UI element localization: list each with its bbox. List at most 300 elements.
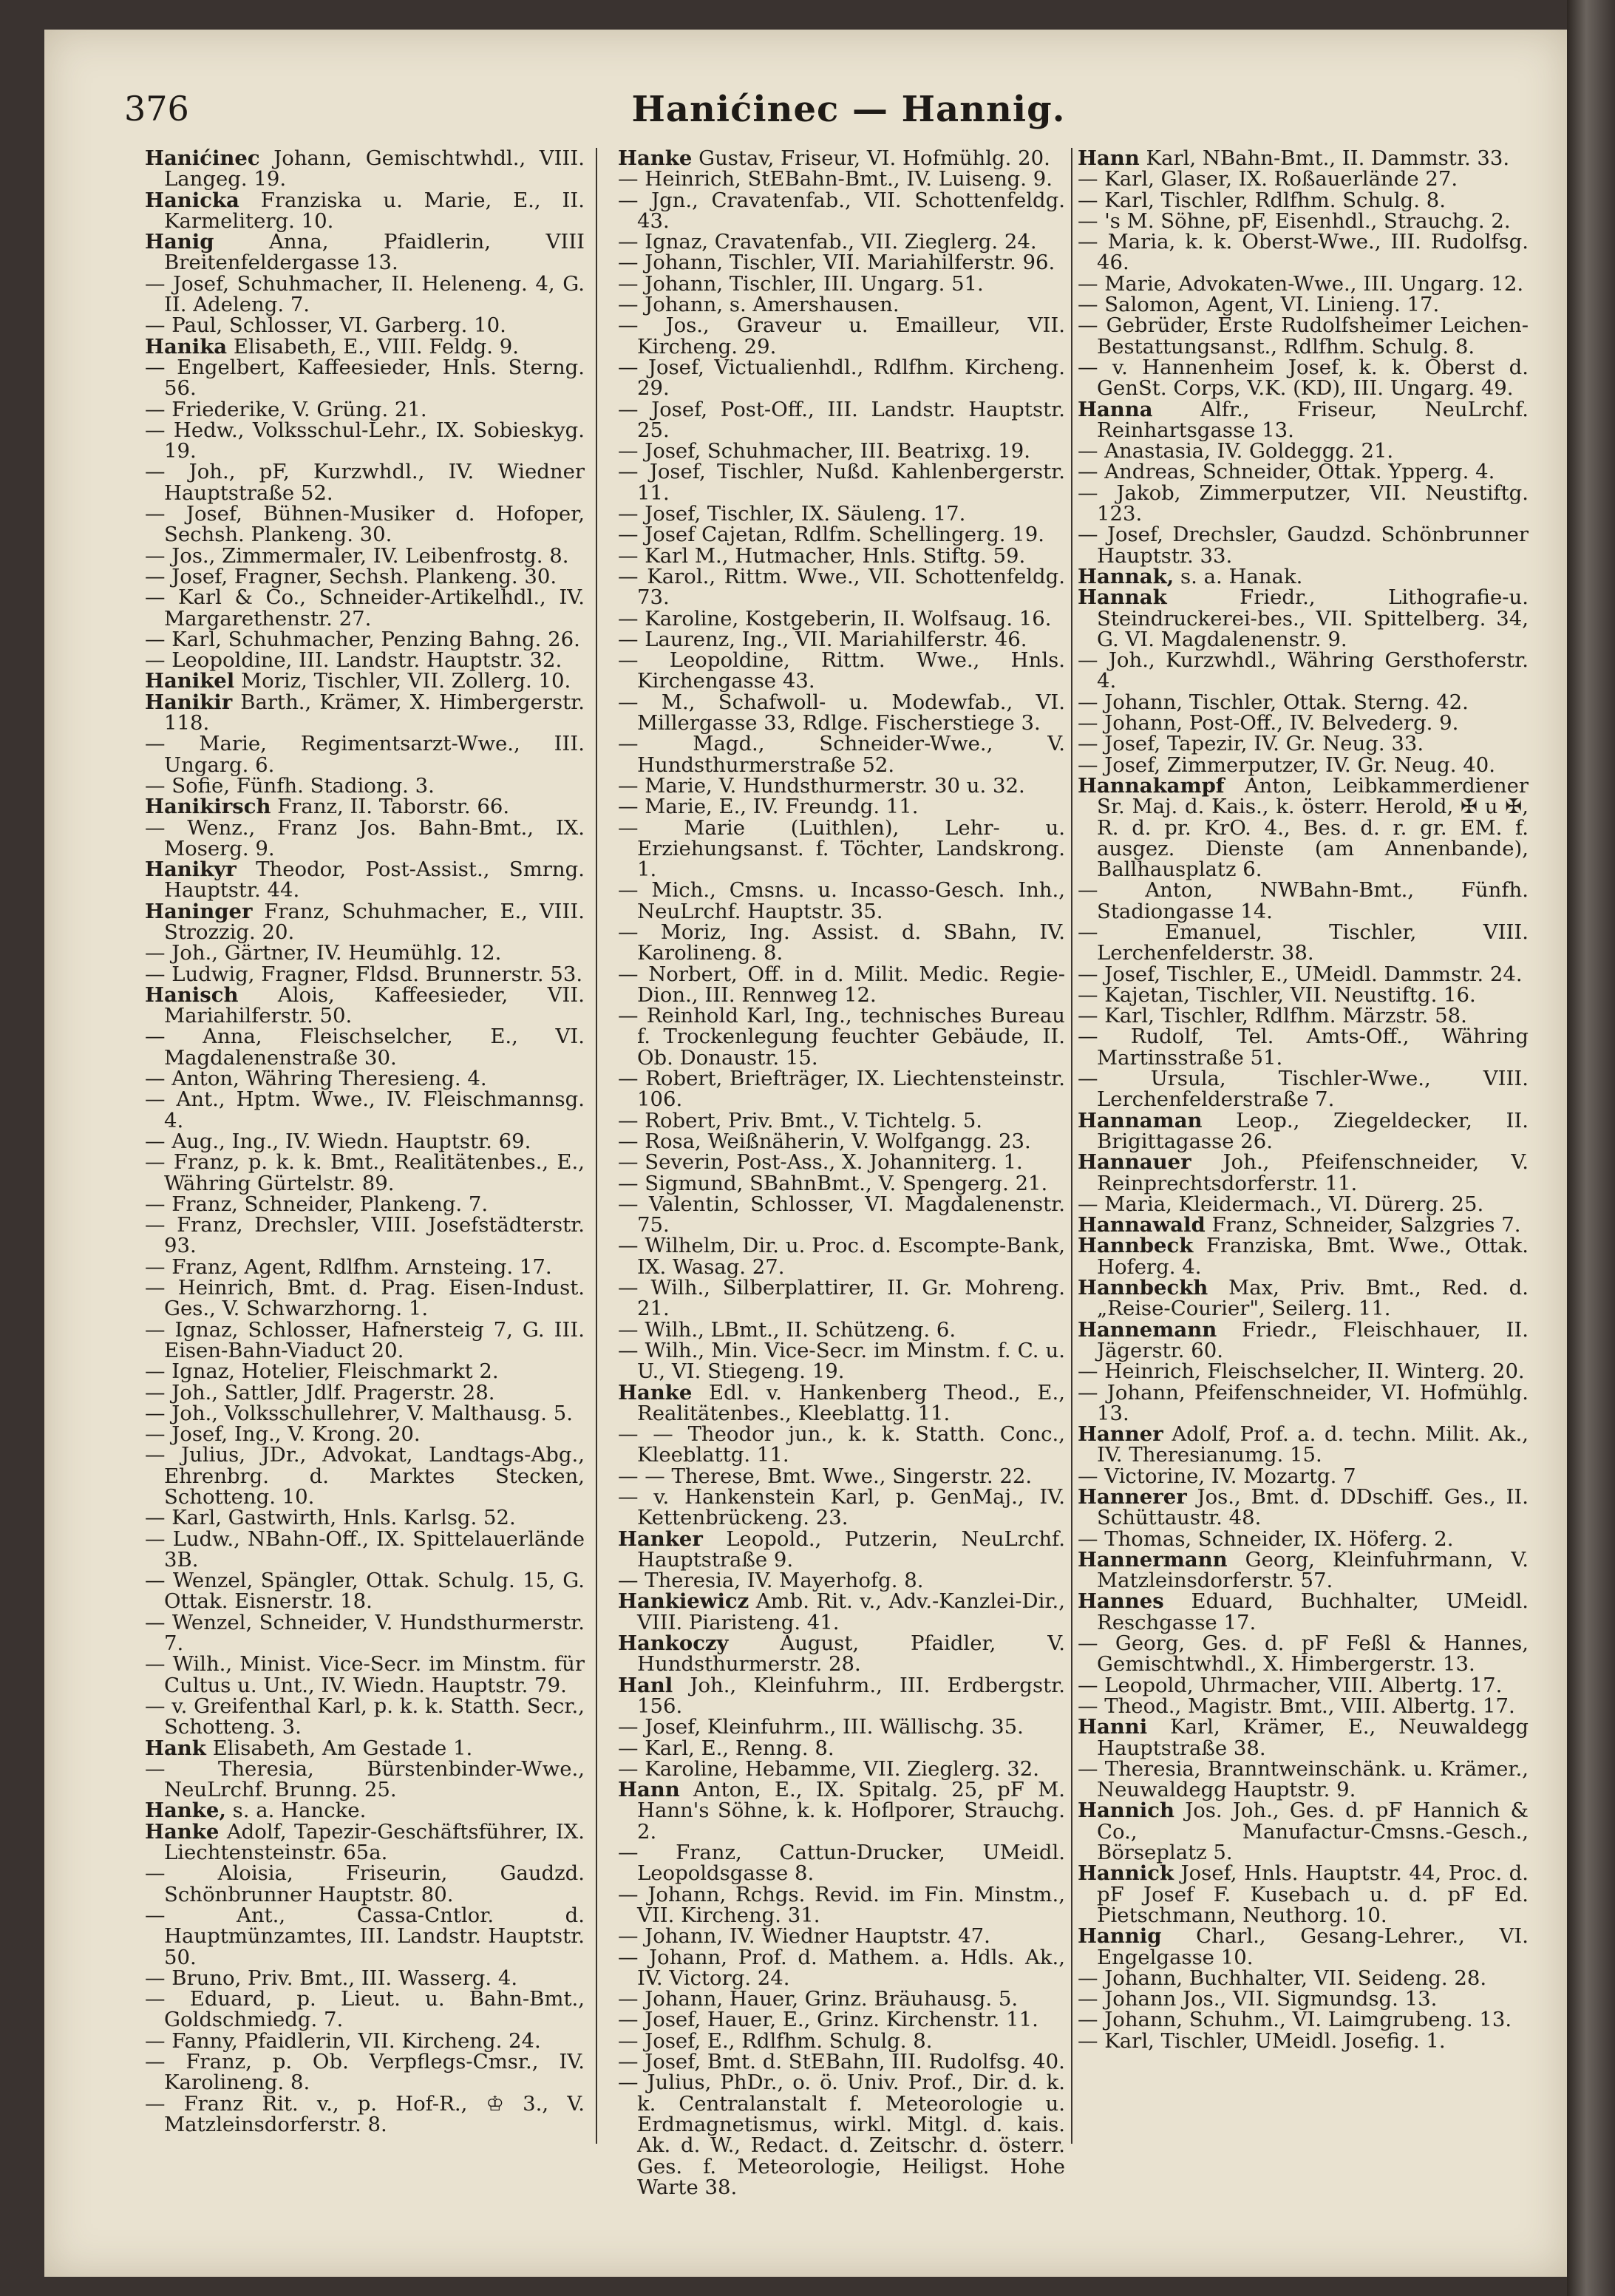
entry-text: Leop., Ziegeldecker, II. Brigittagasse 26. (1097, 1108, 1529, 1153)
directory-entry (1078, 1926, 1529, 1968)
directory-entry (618, 399, 1065, 441)
entry-text: — Karol., Rittm. Wwe., VII. Schottenfeldg. 73. (618, 564, 1065, 610)
entry-text: s. a. Hanak. (1174, 564, 1303, 588)
entry-text: — M., Schafwoll- u. Modewfab., VI. Millergasse 33, Rdlge. Fischerstiege 3. (618, 690, 1065, 736)
directory-entry (145, 1089, 585, 1131)
entry-surname: Hannick (1078, 1861, 1174, 1886)
directory-entry (1078, 1026, 1529, 1068)
entry-text: Eduard, Buchhalter, UMeidl. Reschgasse 17. (1097, 1589, 1529, 1634)
entry-text: — Sofie, Fünfh. Stadiong. 3. (145, 773, 435, 798)
directory-entry (618, 1005, 1065, 1068)
entry-text: — Ignaz, Schlosser, Hafnersteig 7, G. III. Eisen-Bahn-Viaduct 20. (145, 1317, 585, 1362)
entry-text: — Johann, Tischler, III. Ungarg. 51. (618, 271, 984, 296)
directory-entry (145, 315, 585, 336)
entry-text: — Franz, Cattun-Drucker, UMeidl. Leopoldsgasse 8. (618, 1841, 1065, 1886)
entry-text: Elisabeth, Am Gestade 1. (205, 1736, 473, 1760)
entry-text: — Valentin, Schlosser, VI. Magdalenenstr. 75. (618, 1192, 1065, 1237)
entry-surname: Hanikir (145, 690, 233, 714)
directory-entry (618, 294, 1065, 315)
entry-text: — Ant., Cassa-Cntlor. d. Hauptmünzamtes, III. Landstr. Hauptstr. 50. (145, 1903, 585, 1969)
entry-text: — Leopoldine, Rittm. Wwe., Hnls. Kirchengasse 43. (618, 648, 1065, 693)
directory-entry (1078, 775, 1529, 880)
entry-text: — v. Hannenheim Josef, k. k. Oberst d. GenSt. Corps, V.K. (KD), III. Ungarg. 49. (1078, 355, 1529, 401)
directory-entry (1078, 1863, 1529, 1926)
entry-surname: Hannermann (1078, 1547, 1228, 1572)
directory-entry (145, 1277, 585, 1319)
entry-text: — Joh., Kurzwhdl., Währing Gersthoferstr. 4. (1078, 648, 1529, 693)
entry-text: — Wenzel, Schneider, V. Hundsthurmerstr. 7. (145, 1610, 585, 1656)
directory-entry (618, 357, 1065, 399)
directory-entry (618, 692, 1065, 734)
entry-text: — Eduard, p. Lieut. u. Bahn-Bmt., Goldschmiedg. 7. (145, 1987, 585, 2032)
entry-text: — Moriz, Ing. Assist. d. SBahn, IV. Karolineng. 8. (618, 920, 1065, 965)
directory-entry (1078, 1424, 1529, 1466)
entry-text: Josef, Hnls. Hauptstr. 44, Proc. d. pF Josef F. Kusebach u. d. pF Ed. Pietschmann, Neuthorg. 10. (1097, 1861, 1529, 1927)
entry-text: — Thomas, Schneider, IX. Höferg. 2. (1078, 1526, 1454, 1551)
entry-text: Jos. Joh., Ges. d. pF Hannich & Co., Manufactur-Cmsns.-Gesch., Börseplatz 5. (1097, 1799, 1529, 1865)
directory-entry (1078, 1068, 1529, 1110)
directory-entry (145, 1194, 585, 1215)
directory-entry (145, 1988, 585, 2031)
directory-entry (1078, 480, 1529, 526)
entry-text: — Josef, Kleinfuhrm., III. Wällischg. 35. (618, 1715, 1024, 1739)
directory-entry (1078, 1756, 1529, 1802)
entry-text: — Leopoldine, III. Landstr. Hauptstr. 32. (145, 648, 562, 673)
entry-text: — Josef, Zimmerputzer, IV. Gr. Neug. 40. (1078, 753, 1495, 777)
directory-entry (145, 692, 585, 734)
directory-entry (618, 271, 1065, 296)
book-binding (1567, 0, 1615, 2296)
entry-text: — Sigmund, SBahnBmt., V. Spengerg. 21. (618, 1171, 1048, 1195)
directory-entry (1078, 1633, 1529, 1675)
directory-entry (145, 336, 585, 357)
entry-surname: Hannbeckh (1078, 1276, 1208, 1300)
entry-surname: Hannemann (1078, 1317, 1217, 1342)
entry-text: — Paul, Schlosser, VI. Garberg. 10. (145, 313, 506, 338)
directory-entry (1078, 982, 1529, 1007)
entry-text: — Heinrich, Bmt. d. Prag. Eisen-Indust. Ges., V. Schwarzhorng. 1. (145, 1276, 585, 1321)
entry-surname: Hanke, (145, 1799, 226, 1823)
directory-entry (618, 461, 1065, 503)
entry-surname: Haninger (145, 899, 253, 923)
directory-entry (618, 2072, 1065, 2198)
directory-entry (1078, 294, 1529, 315)
entry-text: — Johann, IV. Wiedner Hauptstr. 47. (618, 1924, 990, 1949)
entry-text: — Laurenz, Ing., VII. Mariahilferstr. 46. (618, 627, 1027, 651)
directory-entry (618, 1150, 1065, 1175)
entry-text: Gustav, Friseur, VI. Hofmühlg. 20. (692, 148, 1050, 170)
entry-text: Jos., Bmt. d. DDschiff. Ges., II. Schüttaustr. 48. (1097, 1485, 1529, 1530)
directory-entry (1078, 2009, 1529, 2030)
directory-entry (145, 1361, 585, 1382)
directory-entry (618, 1591, 1065, 1633)
entry-text: — Bruno, Priv. Bmt., III. Wasserg. 4. (145, 1966, 518, 1990)
entry-text: — Ant., Hptm. Wwe., IV. Fleischmannsg. 4. (145, 1087, 585, 1132)
entry-text: Joh., Pfeifenschneider, V. Reinprechtsdorferstr. 11. (1097, 1150, 1529, 1195)
directory-entry (1078, 1215, 1529, 1235)
entry-text: — Johann, Tischler, VII. Mariahilferstr. 96. (618, 251, 1055, 275)
directory-entry (1078, 1968, 1529, 1988)
entry-text: — 's M. Söhne, pF, Eisenhdl., Strauchg. 2. (1078, 208, 1511, 233)
page-number: 376 (124, 89, 189, 129)
entry-text: — Robert, Priv. Bmt., V. Tichtelg. 5. (618, 1108, 983, 1132)
directory-entry (1078, 1235, 1529, 1277)
entry-text: — Josef, Hauer, E., Grinz. Kirchenstr. 11. (618, 2008, 1038, 2032)
directory-entry (1078, 441, 1529, 461)
directory-entry (1078, 208, 1529, 233)
directory-entry (1078, 315, 1529, 357)
directory-entry (145, 2093, 585, 2136)
directory-entry (618, 231, 1065, 252)
directory-entry (1078, 1194, 1529, 1215)
entry-text: — Karl M., Hutmacher, Hnls. Stiftg. 59. (618, 543, 1026, 568)
entry-text: — v. Greifenthal Karl, p. k. k. Statth. Secr., Schotteng. 3. (145, 1694, 585, 1739)
directory-entry (145, 1215, 585, 1257)
directory-entry (145, 1403, 585, 1424)
directory-entry (145, 357, 585, 399)
directory-entry (145, 1654, 585, 1696)
entry-surname: Hannich (1078, 1799, 1174, 1823)
directory-entry (1078, 733, 1529, 754)
entry-text: — Engelbert, Kaffeesieder, Hnls. Sterng. 56. (145, 355, 585, 401)
entry-surname: Hannes (1078, 1589, 1164, 1614)
entry-text: — Josef Cajetan, Rdlfm. Schellingerg. 19. (618, 523, 1045, 547)
directory-entry (618, 1277, 1065, 1319)
directory-entry (145, 1905, 585, 1968)
directory-entry (618, 1194, 1065, 1236)
entry-text: — Theresia, Bürstenbinder-Wwe., NeuLrchf. Brunng. 25. (145, 1756, 585, 1802)
directory-entry (618, 1633, 1065, 1675)
directory-entry (618, 1884, 1065, 1926)
directory-entry (618, 1235, 1065, 1277)
entry-surname: Hannakampf (1078, 773, 1225, 798)
entry-text: — Wenz., Franz Jos. Bahn-Bmt., IX. Moserg. 9. (145, 815, 585, 860)
entry-text: — Heinrich, Fleischselcher, II. Winterg. 20. (1078, 1359, 1525, 1384)
entry-text: — Josef, E., Rdlfhm. Schulg. 8. (618, 2028, 933, 2053)
entry-text: August, Pfaidler, V. Hundsthurmerstr. 28. (637, 1631, 1065, 1677)
entry-surname: Hanikel (145, 669, 235, 693)
directory-entry (145, 190, 585, 232)
entry-text: — Franz, p. k. k. Bmt., Realitätenbes., E., Währing Gürtelstr. 89. (145, 1150, 585, 1195)
directory-entry (145, 1570, 585, 1612)
entry-text: Friedr., Lithografie-u. Steindruckerei-bes., VII. Spittelberg. 34, G. VI. Magdalenenstr. 9. (1097, 585, 1529, 651)
directory-entry (618, 524, 1065, 545)
entry-text: — Anastasia, IV. Goldeggg. 21. (1078, 439, 1394, 463)
directory-entry (618, 1487, 1065, 1529)
directory-entry (1078, 1988, 1529, 2009)
entry-text: — Wilh., Minist. Vice-Secr. im Minstm. für Cultus u. Unt., IV. Wiedn. Hauptstr. 79. (145, 1652, 585, 1697)
directory-entry (618, 1131, 1065, 1152)
directory-entry (1078, 1110, 1529, 1152)
directory-entry (145, 2028, 585, 2053)
entry-text: Franz, Schneider, Salzgries 7. (1205, 1213, 1521, 1237)
directory-entry (1078, 1005, 1529, 1026)
entry-text: — Johann, Prof. d. Mathem. a. Hdls. Ak., IV. Victorg. 24. (618, 1945, 1065, 1990)
directory-entry (145, 1821, 585, 1864)
entry-surname: Hanni (1078, 1715, 1148, 1739)
entry-surname: Hankiewicz (618, 1589, 749, 1614)
entry-text: — Ludwig, Fragner, Fldsd. Brunnerstr. 53. (145, 962, 583, 986)
entry-text: Amb. Rit. v., Adv.-Kanzlei-Dir., VIII. Piaristeng. 41. (637, 1589, 1065, 1634)
directory-entry (618, 650, 1065, 692)
entry-text: — Karl, Tischler, Rdlfhm. Märzstr. 58. (1078, 1004, 1467, 1028)
entry-text: Max, Priv. Bmt., Red. d. „Reise-Courier", Seilerg. 11. (1097, 1276, 1529, 1321)
directory-entry (618, 629, 1065, 650)
entry-text: Franz, Schuhmacher, E., VIII. Strozzig. 20. (164, 899, 585, 944)
entry-text: — Joh., Volksschullehrer, V. Malthausg. 5. (145, 1401, 573, 1425)
directory-entry (1078, 190, 1529, 211)
directory-entry (145, 503, 585, 546)
entry-text: — Maria, Kleidermach., VI. Dürerg. 25. (1078, 1192, 1484, 1216)
entry-text: — Marie, E., IV. Freundg. 11. (618, 795, 919, 819)
directory-entry (618, 1842, 1065, 1884)
directory-entry (145, 1526, 585, 1572)
entry-text: — Aloisia, Friseurin, Gaudzd. Schönbrunner Hauptstr. 80. (145, 1861, 585, 1906)
directory-entry (618, 1466, 1065, 1487)
column-rule (1071, 148, 1072, 2144)
entry-text: — Wilh., Min. Vice-Secr. im Minstm. f. C. u. U., VI. Stiegeng. 19. (618, 1338, 1065, 1384)
entry-text: — Wilh., LBmt., II. Schützeng. 6. (618, 1317, 956, 1342)
entry-surname: Hann (618, 1778, 680, 1802)
entry-text: — Reinhold Karl, Ing., technisches Bureau f. Trockenlegung feuchter Gebäude, II. Ob. Donaustr. 15. (618, 1004, 1065, 1070)
directory-entry (145, 231, 585, 274)
directory-entry (618, 1382, 1065, 1424)
entry-text: — Marie, Advokaten-Wwe., III. Ungarg. 12. (1078, 271, 1524, 296)
entry-text: — Johann, Post-Off., IV. Belvederg. 9. (1078, 711, 1459, 736)
directory-entry (618, 315, 1065, 357)
entry-text: — Marie (Luithlen), Lehr- u. Erziehungsanst. f. Töchter, Landskrong. 1. (618, 815, 1065, 882)
entry-text: — Joh., Gärtner, IV. Heumühlg. 12. (145, 941, 502, 965)
directory-entry (618, 252, 1065, 273)
entry-surname: Hanke (618, 1380, 693, 1405)
directory-entry (618, 2051, 1065, 2072)
directory-entry (145, 964, 585, 985)
directory-entry (145, 629, 585, 650)
directory-entry (145, 901, 585, 943)
directory-entry (145, 733, 585, 775)
directory-entry (1078, 922, 1529, 964)
directory-entry (1078, 357, 1529, 399)
entry-text: — Karl, Tischler, UMeidl. Josefig. 1. (1078, 2028, 1446, 2053)
entry-text: — Josef, Post-Off., III. Landstr. Hauptstr. 25. (618, 397, 1065, 442)
directory-entry (145, 1152, 585, 1194)
directory-entry (1078, 524, 1529, 566)
entry-text: — Theresia, IV. Mayerhofg. 8. (618, 1569, 924, 1593)
directory-entry (145, 1254, 585, 1279)
entry-text: Georg, Kleinfuhrmann, V. Matzleinsdorferstr. 57. (1097, 1547, 1529, 1593)
directory-entry (618, 775, 1065, 796)
directory-entry (145, 1422, 585, 1447)
directory-entry (618, 503, 1065, 524)
directory-entry (1078, 461, 1529, 482)
entry-text: — Josef, Bühnen-Musiker d. Hofoper, Sechsh. Plankeng. 30. (145, 502, 585, 547)
directory-entry (145, 566, 585, 587)
entry-text: — Emanuel, Tischler, VIII. Lerchenfelderstr. 38. (1078, 920, 1529, 965)
entry-text: Barth., Krämer, X. Himbergerstr. 118. (164, 690, 585, 736)
entry-text: Anton, Leibkammerdiener Sr. Maj. d. Kais., k. österr. Herold, ✠ u ✠, R. d. pr. KrO. 4., Bes. d. r. gr. EM. f. ausgez. Dienste (am Annenbande), Ballhausplatz 6. (1097, 773, 1529, 882)
entry-surname: Hanicka (145, 188, 239, 212)
directory-entry (1078, 2028, 1529, 2053)
directory-entry (1078, 964, 1529, 985)
directory-entry (145, 648, 585, 673)
directory-entry (618, 1675, 1065, 1717)
directory-entry (618, 566, 1065, 608)
directory-entry (145, 1756, 585, 1802)
entry-surname: Hank (145, 1736, 206, 1760)
entry-text: — Karl, Glaser, IX. Roßauerlände 27. (1078, 167, 1458, 191)
entry-text: — Anna, Fleischselcher, E., VI. Magdalenenstraße 30. (145, 1025, 585, 1070)
directory-entry (1078, 1800, 1529, 1863)
directory-entry (145, 859, 585, 901)
entry-surname: Hannak (1078, 585, 1167, 610)
entry-text: — Josef, Drechsler, Gaudzd. Schönbrunner Hauptstr. 33. (1078, 523, 1529, 568)
entry-text: — Karl & Co., Schneider-Artikelhdl., IV. Margarethenstr. 27. (145, 585, 585, 631)
entry-text: — Johann, Tischler, Ottak. Sterng. 42. (1078, 690, 1469, 714)
directory-entry (145, 1738, 585, 1759)
entry-text: — Theod., Magistr. Bmt., VIII. Albertg. 17. (1078, 1694, 1515, 1718)
entry-text: — Jos., Zimmermaler, IV. Leibenfrostg. 8. (145, 543, 569, 568)
directory-entry (618, 1924, 1065, 1949)
directory-entry (145, 543, 585, 568)
entry-text: Johann, Gemischtwhdl., VIII. Langeg. 19. (164, 148, 585, 191)
entry-surname: Hanisch (145, 982, 239, 1007)
entry-text: — Hedw., Volksschul-Lehr., IX. Sobieskyg. 19. (145, 418, 585, 463)
directory-entry (618, 922, 1065, 964)
directory-entry (145, 399, 585, 420)
entry-surname: Hanl (618, 1673, 673, 1697)
directory-entry (1078, 650, 1529, 692)
entry-text: Franziska u. Marie, E., II. Karmeliterg. 10. (164, 188, 585, 233)
entry-surname: Hannaman (1078, 1108, 1203, 1132)
directory-entry (145, 271, 585, 317)
entry-text: Theodor, Post-Assist., Smrng. Hauptstr. 44. (164, 857, 585, 903)
directory-entry (618, 1756, 1065, 1781)
directory-entry (145, 982, 585, 1028)
entry-text: — Karl, Tischler, Rdlfhm. Schulg. 8. (1078, 188, 1446, 212)
directory-entry (1078, 692, 1529, 713)
entry-surname: Hannerer (1078, 1485, 1187, 1509)
entry-surname: Hannbeck (1078, 1234, 1194, 1258)
directory-entry (1078, 1696, 1529, 1716)
entry-surname: Hannak, (1078, 564, 1174, 588)
directory-entry (145, 1696, 585, 1738)
entry-text: Anna, Pfaidlerin, VIII Breitenfeldergasse 13. (164, 230, 585, 275)
entry-text: Karl, NBahn-Bmt., II. Dammstr. 33. (1139, 148, 1510, 170)
directory-entry (145, 1863, 585, 1905)
entry-text: Alfr., Friseur, NeuLrchf. Reinhartsgasse 13. (1097, 397, 1529, 442)
entry-text: Leopold., Putzerin, NeuLrchf. Hauptstraße 9. (637, 1526, 1065, 1572)
entry-text: Charl., Gesang-Lehrer., VI. Engelgasse 10. (1097, 1924, 1529, 1969)
entry-text: — — Theodor jun., k. k. Statth. Conc., Kleeblattg. 11. (618, 1422, 1065, 1467)
entry-text: Alois, Kaffeesieder, VII. Mariahilferstr. 50. (164, 982, 585, 1028)
entry-text: — Rosa, Weißnäherin, V. Wolfgangg. 23. (618, 1129, 1031, 1153)
directory-entry (1078, 399, 1529, 441)
directory-column-2 (618, 148, 1065, 2218)
directory-entry (1078, 1591, 1529, 1633)
entry-surname: Hanna (1078, 397, 1153, 421)
entry-text: Franz, II. Taborstr. 66. (271, 795, 510, 819)
directory-entry (145, 942, 585, 963)
entry-text: — Marie, Regimentsarzt-Wwe., III. Ungarg. 6. (145, 732, 585, 777)
directory-entry (145, 420, 585, 462)
entry-text: — Joh., Sattler, Jdlf. Pragerstr. 28. (145, 1380, 495, 1405)
directory-entry (145, 775, 585, 796)
directory-entry (618, 543, 1065, 568)
page-header (124, 89, 1573, 133)
entry-text: — Karl, Gastwirth, Hnls. Karlsg. 52. (145, 1506, 516, 1530)
directory-entry (1078, 566, 1529, 587)
directory-entry (618, 1570, 1065, 1591)
entry-text: — Franz, Agent, Rdlfhm. Arnsteing. 17. (145, 1254, 552, 1279)
entry-text: — Karl, Schuhmacher, Penzing Bahng. 26. (145, 627, 580, 651)
entry-text: — Josef, Fragner, Sechsh. Plankeng. 30. (145, 564, 557, 588)
directory-entry (618, 796, 1065, 817)
entry-text: — — Therese, Bmt. Wwe., Singerstr. 22. (618, 1464, 1033, 1488)
entry-text: — Maria, k. k. Oberst-Wwe., III. Rudolfsg. 46. (1078, 230, 1529, 275)
directory-entry (618, 964, 1065, 1006)
directory-entry (1078, 880, 1529, 922)
directory-entry (618, 1340, 1065, 1382)
directory-entry (618, 148, 1065, 169)
directory-entry (1078, 1277, 1529, 1319)
entry-text: — Jakob, Zimmerputzer, VII. Neustiftg. 123. (1078, 480, 1529, 526)
entry-text: — Robert, Briefträger, IX. Liechtensteinstr. 106. (618, 1067, 1065, 1112)
directory-column-1 (145, 148, 585, 2218)
entry-text: — Gebrüder, Erste Rudolfsheimer Leichen-Bestattungsanst., Rdlfhm. Schulg. 8. (1078, 313, 1529, 359)
entry-text: Friedr., Fleischhauer, II. Jägerstr. 60. (1097, 1317, 1529, 1362)
directory-entry (1078, 711, 1529, 736)
entry-text: — Johann, Hauer, Grinz. Bräuhausg. 5. (618, 1987, 1019, 2011)
directory-entry (618, 1068, 1065, 1110)
directory-entry (618, 1424, 1065, 1466)
directory-entry (1078, 1361, 1529, 1382)
directory-entry (1078, 1319, 1529, 1362)
entry-text: — Wilh., Silberplattirer, II. Gr. Mohreng. 21. (618, 1276, 1065, 1321)
entry-text: — Jos., Graveur u. Emailleur, VII. Kircheng. 29. (618, 313, 1065, 359)
entry-surname: Hannauer (1078, 1150, 1191, 1175)
entry-text: Joh., Kleinfuhrm., III. Erdbergstr. 156. (637, 1673, 1065, 1718)
directory-entry (1078, 587, 1529, 650)
entry-text: — Ignaz, Hotelier, Fleischmarkt 2. (145, 1359, 499, 1384)
directory-entry (145, 1319, 585, 1362)
directory-entry (618, 1173, 1065, 1194)
directory-entry (145, 1612, 585, 1654)
directory-entry (1078, 271, 1529, 296)
entry-text: — Johann Jos., VII. Sigmundsg. 13. (1078, 1987, 1438, 2011)
entry-text: Adolf, Prof. a. d. techn. Milit. Ak., IV. Theresianumg. 15. (1097, 1422, 1529, 1467)
directory-entry (618, 608, 1065, 629)
entry-text: s. a. Hancke. (225, 1799, 367, 1823)
entry-text: — v. Hankenstein Karl, p. GenMaj., IV. Kettenbrückeng. 23. (618, 1485, 1065, 1530)
directory-entry (618, 815, 1065, 882)
directory-entry (145, 461, 585, 503)
entry-text: — Josef, Bmt. d. StEBahn, III. Rudolfsg. 40. (618, 2050, 1065, 2074)
directory-entry (618, 441, 1065, 461)
entry-text: — Josef, Tapezir, IV. Gr. Neug. 33. (1078, 732, 1424, 756)
entry-text: — Aug., Ing., IV. Wiedn. Hauptstr. 69. (145, 1129, 531, 1153)
entry-surname: Hanker (618, 1526, 703, 1551)
directory-entry (145, 148, 585, 190)
running-title: Hanićinec — Hannig. (631, 89, 1066, 130)
entry-surname: Hanikyr (145, 857, 237, 882)
directory-entry (618, 1779, 1065, 1842)
entry-surname: Hanika (145, 334, 228, 359)
entry-text: — Wenzel, Spängler, Ottak. Schulg. 15, G. Ottak. Eisnerstr. 18. (145, 1569, 585, 1614)
entry-text: Moriz, Tischler, VII. Zollerg. 10. (234, 669, 571, 693)
directory-entry (145, 1800, 585, 1821)
entry-text: — Ursula, Tischler-Wwe., VIII. Lerchenfelderstraße 7. (1078, 1067, 1529, 1112)
entry-text: Elisabeth, E., VIII. Feldg. 9. (227, 334, 519, 359)
